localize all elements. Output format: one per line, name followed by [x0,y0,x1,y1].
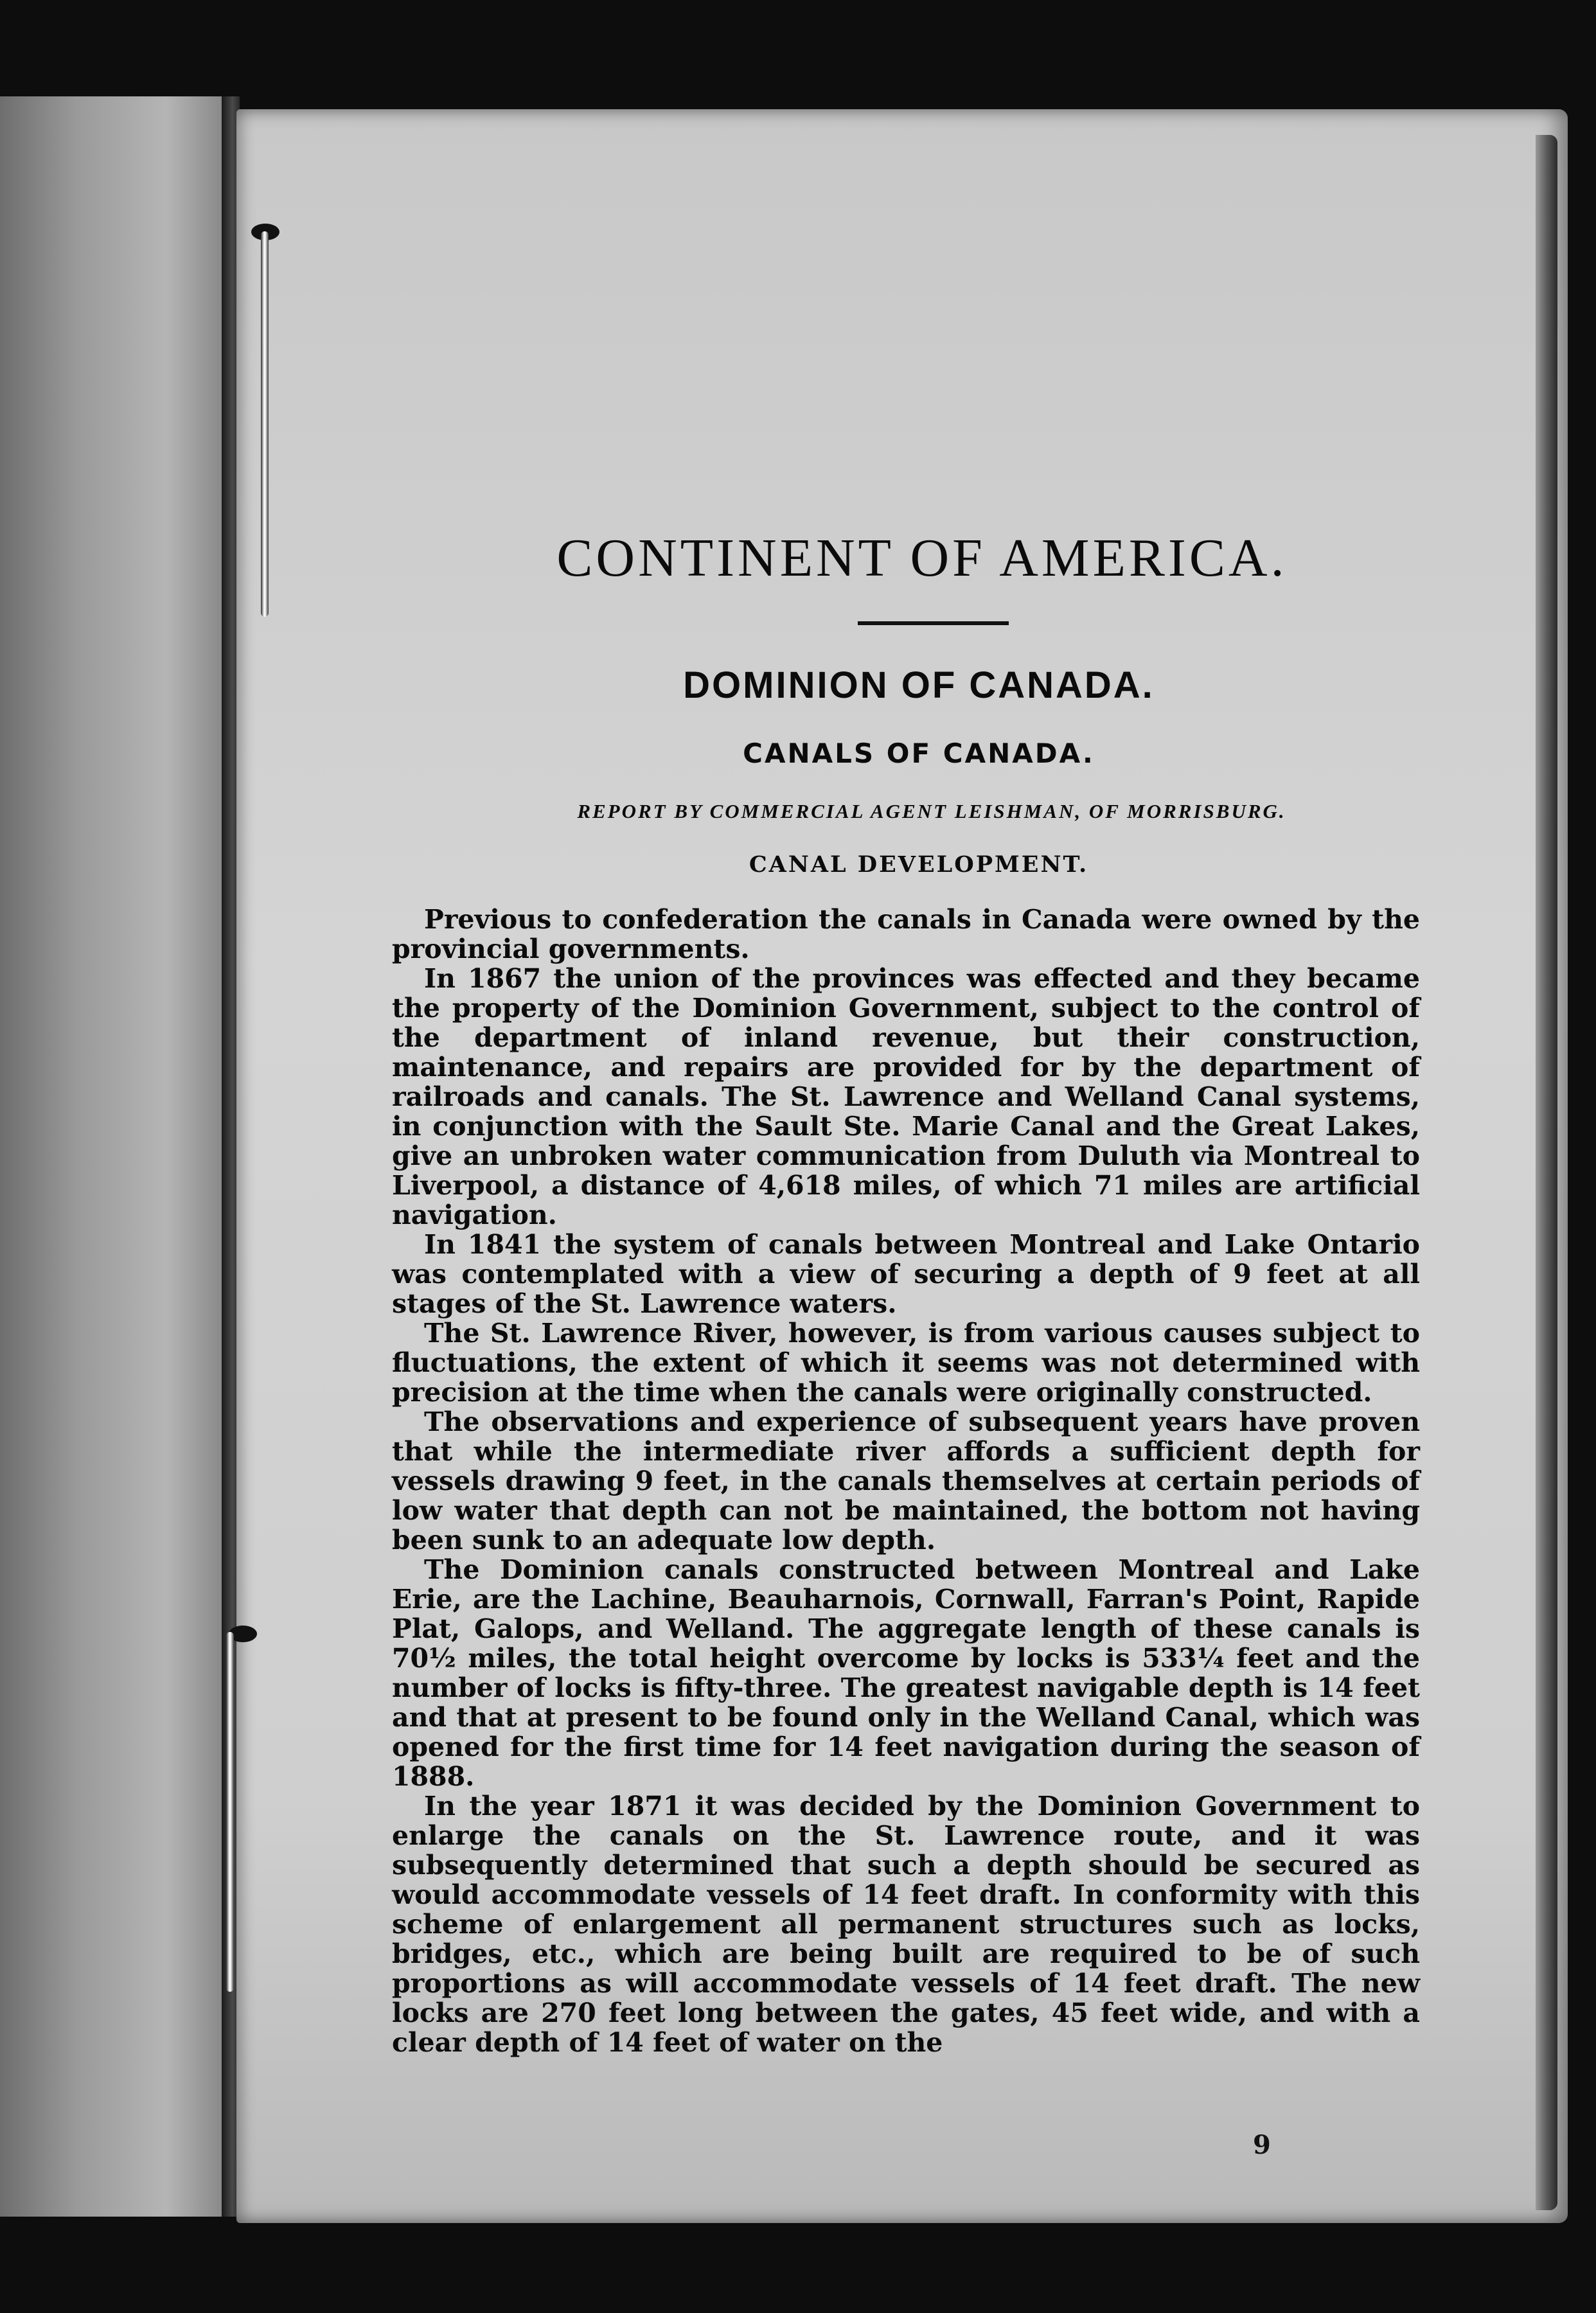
page-content [392,527,1420,2057]
subject-heading: CANALS OF CANADA. [743,738,1095,769]
paragraph: Previous to confederation the canals in Canada were owned by the provincial governments. [392,904,1420,964]
paragraph: In 1867 the union of the provinces was effected and they became the property of the Dominion Government, subject to the control of the department of inland revenue, but their construction, maintenance, and repairs are provided for by the department of railroads and canals. The St. Lawrence and Welland Canal systems, in conjunction with the Sault Ste. Marie Canal and the Great Lakes, give an unbroken water communication from Duluth via Montreal to Liverpool, a distance of 4,618 miles, of which 71 miles are artificial navigation. [392,963,1420,1230]
paragraph: In the year 1871 it was decided by the Dominion Government to enlarge the canals on the St. Lawrence route, and it was subsequently determined that such a depth should be secured as would accommodate vessels of 14 feet draft. In conformity with this scheme of enlargement all permanent structures such as locks, bridges, etc., which are being built are required to be of such proportions as will accommodate vessels of 14 feet draft. The new locks are 270 feet long between the gates, 45 feet wide, and with a clear depth of 14 feet of water on the [392,1791,1420,2058]
page-number: 9 [1253,2130,1271,2160]
paragraph: The Dominion canals constructed between Montreal and Lake Erie, are the Lachine, Beauharnois, Cornwall, Farran's Point, Rapide Plat, Galops, and Welland. The aggregate length of these canals is 70½ miles, the total height overcome by locks is 533¼ feet and the number of locks is fifty-three. The greatest navigable depth is 14 feet and that at present to be found only in the Welland Canal, which was opened for the first time for 14 feet navigation during the season of 1888. [392,1554,1420,1792]
page-fore-edge [1536,135,1557,2210]
country-heading: DOMINION OF CANADA. [683,664,1155,706]
title-rule [858,621,1009,625]
left-page-edge [0,96,222,2217]
section-heading: CANAL DEVELOPMENT. [749,851,1089,878]
binding-stitch-top [261,231,269,617]
paragraph: The St. Lawrence River, however, is from various causes subject to fluctuations, the extent of which it seems was not determined with precision at the time when the canals were originally constructed. [392,1318,1420,1408]
page-title: CONTINENT OF AMERICA. [556,528,1288,588]
report-byline: REPORT BY COMMERCIAL AGENT LEISHMAN, OF MORRISBURG. [577,800,1286,822]
binding-stitch-bottom [226,1632,234,1992]
body-text [392,905,1420,2057]
paragraph: The observations and experience of subsequent years have proven that while the intermediate river affords a sufficient depth for vessels drawing 9 feet, in the canals themselves at certain periods of low water that depth can not be maintained, the bottom not having been sunk to an adequate low depth. [392,1406,1420,1555]
paragraph: In 1841 the system of canals between Montreal and Lake Ontario was contemplated with a view of securing a depth of 9 feet at all stages of the St. Lawrence waters. [392,1229,1420,1319]
